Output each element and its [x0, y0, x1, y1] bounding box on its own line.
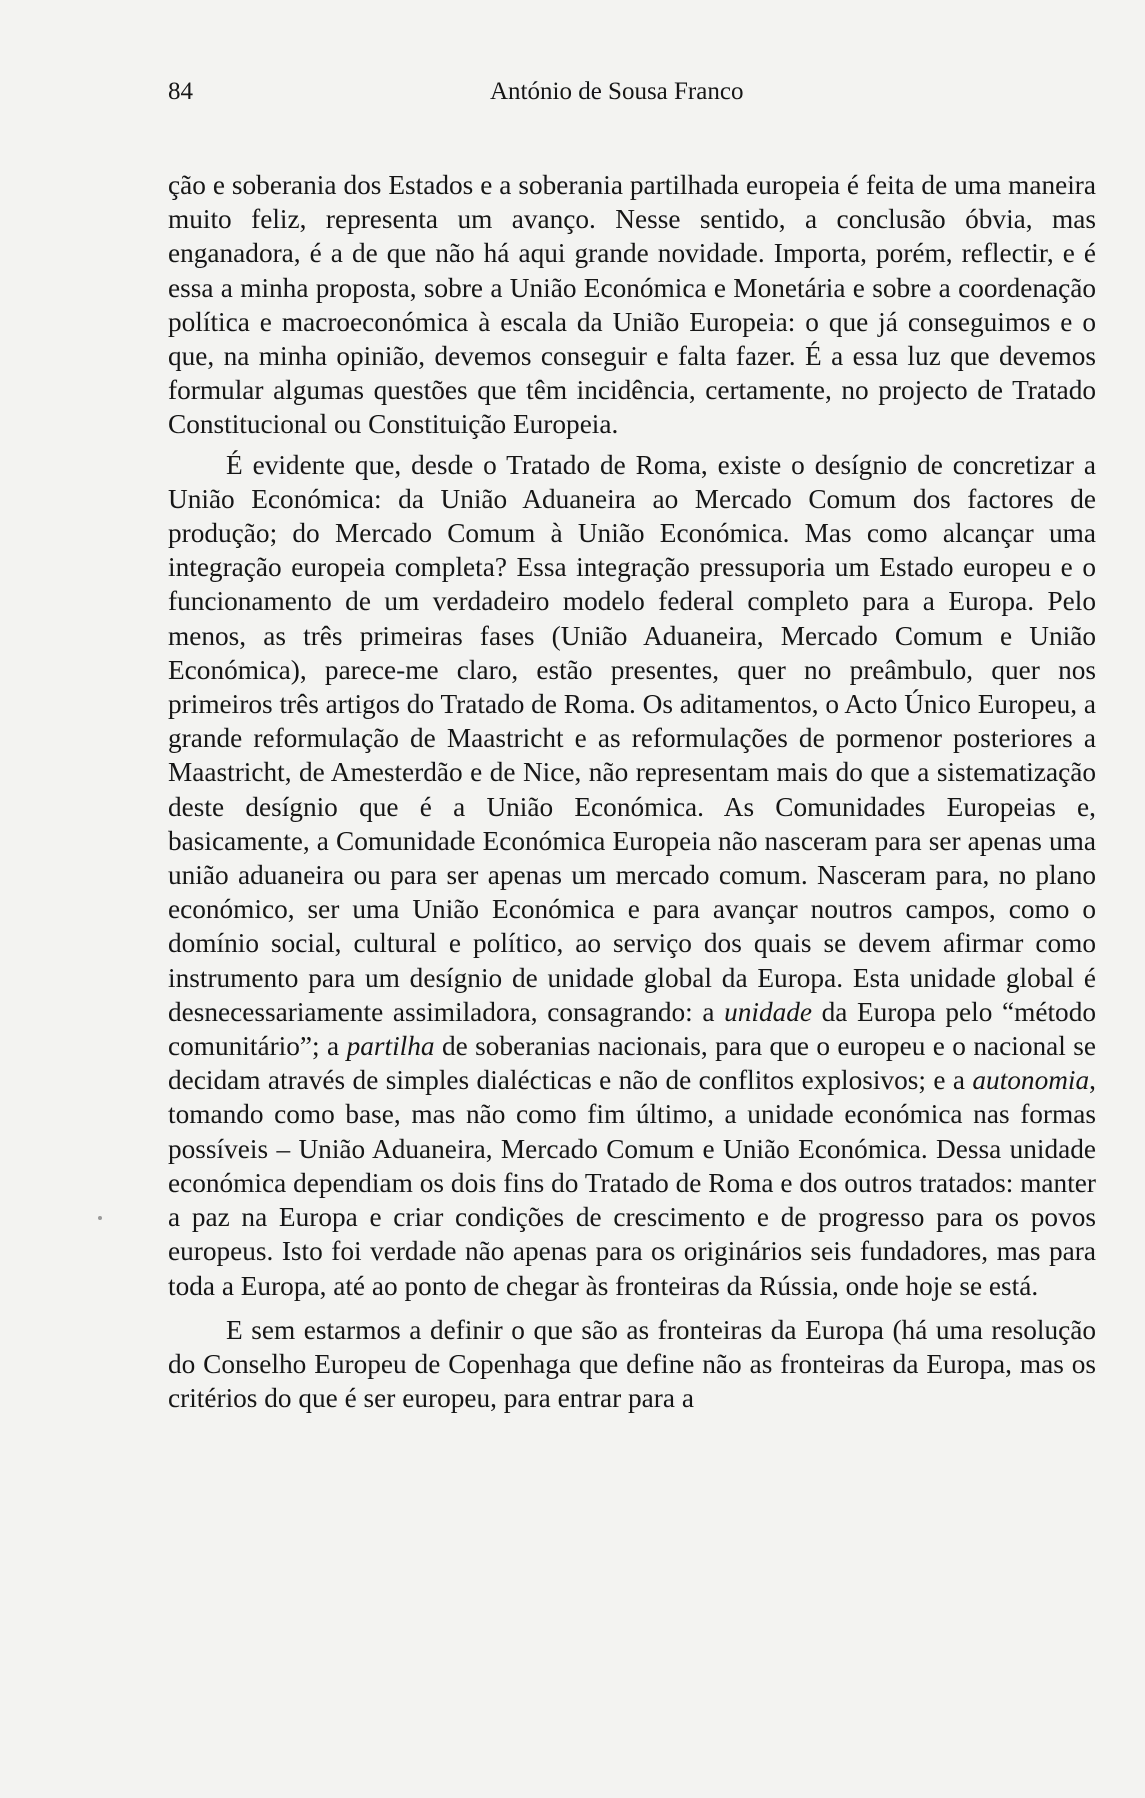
paragraph-2-text-1: É evidente que, desde o Tratado de Roma, existe o desígnio de concretizar a União Económica: da União Aduaneira ao Mercado Comum dos factores de produção; do Mercado Comum à União Económica. Mas como alcançar uma integração europeia completa? Essa integração pressuporia um Estado europeu e o funcionamento de um verdadeiro modelo federal completo para a Europa. Pelo menos, as três primeiras fases (União Aduaneira, Mercado Comum e União Económica), parece-me claro, estão presentes, quer no preâmbulo, quer nos primeiros três artigos do Tratado de Roma. Os aditamentos, o Acto Único Europeu, a grande reformulação de Maastricht e as reformulações de pormenor posteriores a Maastricht, de Amesterdão e de Nice, não representam mais do que a sistematização deste desígnio que é a União Económica. As Comunidades Europeias e, basicamente, a Comunidade Económica Europeia não nasceram para ser apenas uma união aduaneira ou para ser apenas um mercado comum. Nasceram para, no plano económico, ser uma União Económica e para avançar noutros campos, como o domínio social, cultural e político, ao serviço dos quais se devem afirmar como instrumento para um desígnio de unidade global da Europa. Esta unidade global é desnecessariamente assimiladora, consagrando: a: [168, 449, 1096, 1027]
page-header: [168, 78, 1096, 112]
paragraph-2-text-3: de soberanias nacionais, para que o europeu e o nacional se decidam através de simples dialécticas e não de conflitos explosivos; e a: [168, 1031, 1097, 1096]
paragraph-1: ção e soberania dos Estados e a soberania partilhada europeia é feita de uma maneira muito feliz, representa um avanço. Nesse sentido, a conclusão óbvia, mas enganadora, é a de que não há aqui grande novidade. Importa, porém, reflectir, e é essa a minha proposta, sobre a União Económica e Monetária e sobre a coordenação política e macroeconómica à escala da União Europeia: o que já conseguimos e o que, na minha opinião, devemos conseguir e falta fazer. É a essa luz que devemos formular algumas questões que têm incidência, certamente, no projecto de Tratado Constitucional ou Constituição Europeia.: [168, 170, 1096, 440]
running-head: António de Sousa Franco: [490, 78, 744, 105]
page-number: 84: [168, 78, 193, 105]
emphasis-unidade: unidade: [724, 996, 813, 1027]
paragraph-2: [168, 448, 1096, 1303]
emphasis-autonomia: autonomia: [972, 1065, 1090, 1096]
body-text: [168, 168, 1096, 1415]
emphasis-partilha: partilha: [346, 1031, 435, 1062]
paper-speck: [98, 1216, 102, 1220]
paragraph-2-text-2: da Europa pelo “método comunitário”; a: [168, 996, 1096, 1062]
paragraph-3: E sem estarmos a definir o que são as fronteiras da Europa (há uma resolução do Conselho Europeu de Copenhaga que define não as fronteiras da Europa, mas os critérios do que é ser europeu, para entrar para a: [168, 1314, 1096, 1414]
paragraph-2-text-4: , tomando como base, mas não como fim último, a unidade económica nas formas possíveis – União Aduaneira, Mercado Comum e União Económica. Dessa unidade económica dependiam os dois fins do Tratado de Roma e dos outros tratados: manter a paz na Europa e criar condições de crescimento e de progresso para os povos europeus. Isto foi verdade não apenas para os originários seis fundadores, mas para toda a Europa, até ao ponto de chegar às fronteiras da Rússia, onde hoje se está.: [168, 1065, 1096, 1301]
